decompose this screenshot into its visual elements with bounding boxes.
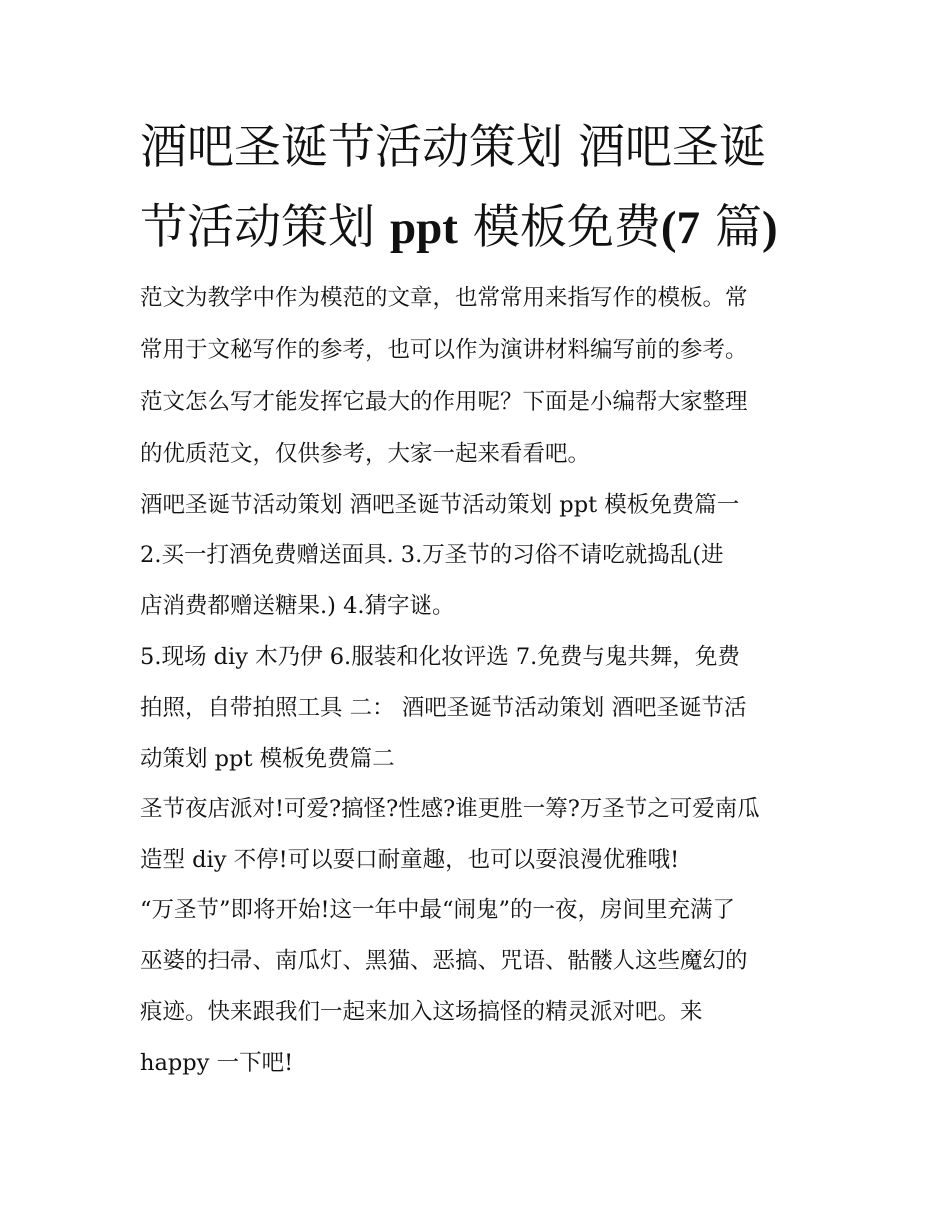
document-title-line-1 [140, 118, 766, 178]
title-text-2e: 篇 [700, 200, 762, 255]
p1-line-1: 2.买一打酒免费赠送面具. 3.万圣节的习俗不请吃就捣乱(进 [140, 542, 724, 568]
title-text-2d: (7 [660, 202, 700, 254]
intro-line-2: 常用于文秘写作的参考，也可以作为演讲材料编写前的参考。 [140, 337, 748, 363]
title-text-1: 酒吧圣诞节活动策划 酒吧圣诞 [140, 120, 766, 175]
p4-line-1: “万圣节”即将开始!这一年中最“闹鬼”的一夜，房间里充满了 [140, 897, 736, 923]
title-text-2c: 模板免费 [457, 200, 661, 255]
p1-line-2: 店消费都赠送糖果.) 4.猜字谜。 [140, 593, 455, 619]
p3-line-1: 圣节夜店派对!可爱?搞怪?性感?谁更胜一筹?万圣节之可爱南瓜 [140, 796, 760, 822]
p4-line-3: 痕迹。快来跟我们一起来加入这场搞怪的精灵派对吧。来 [140, 999, 703, 1025]
intro-line-4: 的优质范文，仅供参考，大家一起来看看吧。 [140, 441, 591, 467]
title-text-2f: ) [761, 202, 778, 254]
p4-line-2: 巫婆的扫帚、南瓜灯、黑猫、恶搞、咒语、骷髅人这些魔幻的 [140, 948, 748, 974]
intro-line-3: 范文怎么写才能发挥它最大的作用呢？下面是小编帮大家整理 [140, 389, 748, 415]
p2-line-3: 动策划 ppt 模板免费篇二 [140, 746, 395, 772]
p2-line-1: 5.现场 diy 木乃伊 6.服装和化妆评选 7.免费与鬼共舞，免费 [140, 644, 740, 670]
section-heading-1: 酒吧圣诞节活动策划 酒吧圣诞节活动策划 ppt 模板免费篇一 [140, 492, 740, 518]
p4-line-4: happy 一下吧! [140, 1050, 294, 1076]
intro-line-1: 范文为教学中作为模范的文章，也常常用来指写作的模板。常 [140, 285, 748, 311]
document-title-line-2 [140, 198, 778, 258]
title-text-2b: ppt [389, 202, 458, 254]
p3-line-2: 造型 diy 不停!可以耍口耐童趣，也可以耍浪漫优雅哦! [140, 847, 680, 873]
title-text-2a: 节活动策划 [140, 200, 390, 255]
p2-line-2: 拍照，自带拍照工具 二： 酒吧圣诞节活动策划 酒吧圣诞节活 [140, 695, 747, 721]
